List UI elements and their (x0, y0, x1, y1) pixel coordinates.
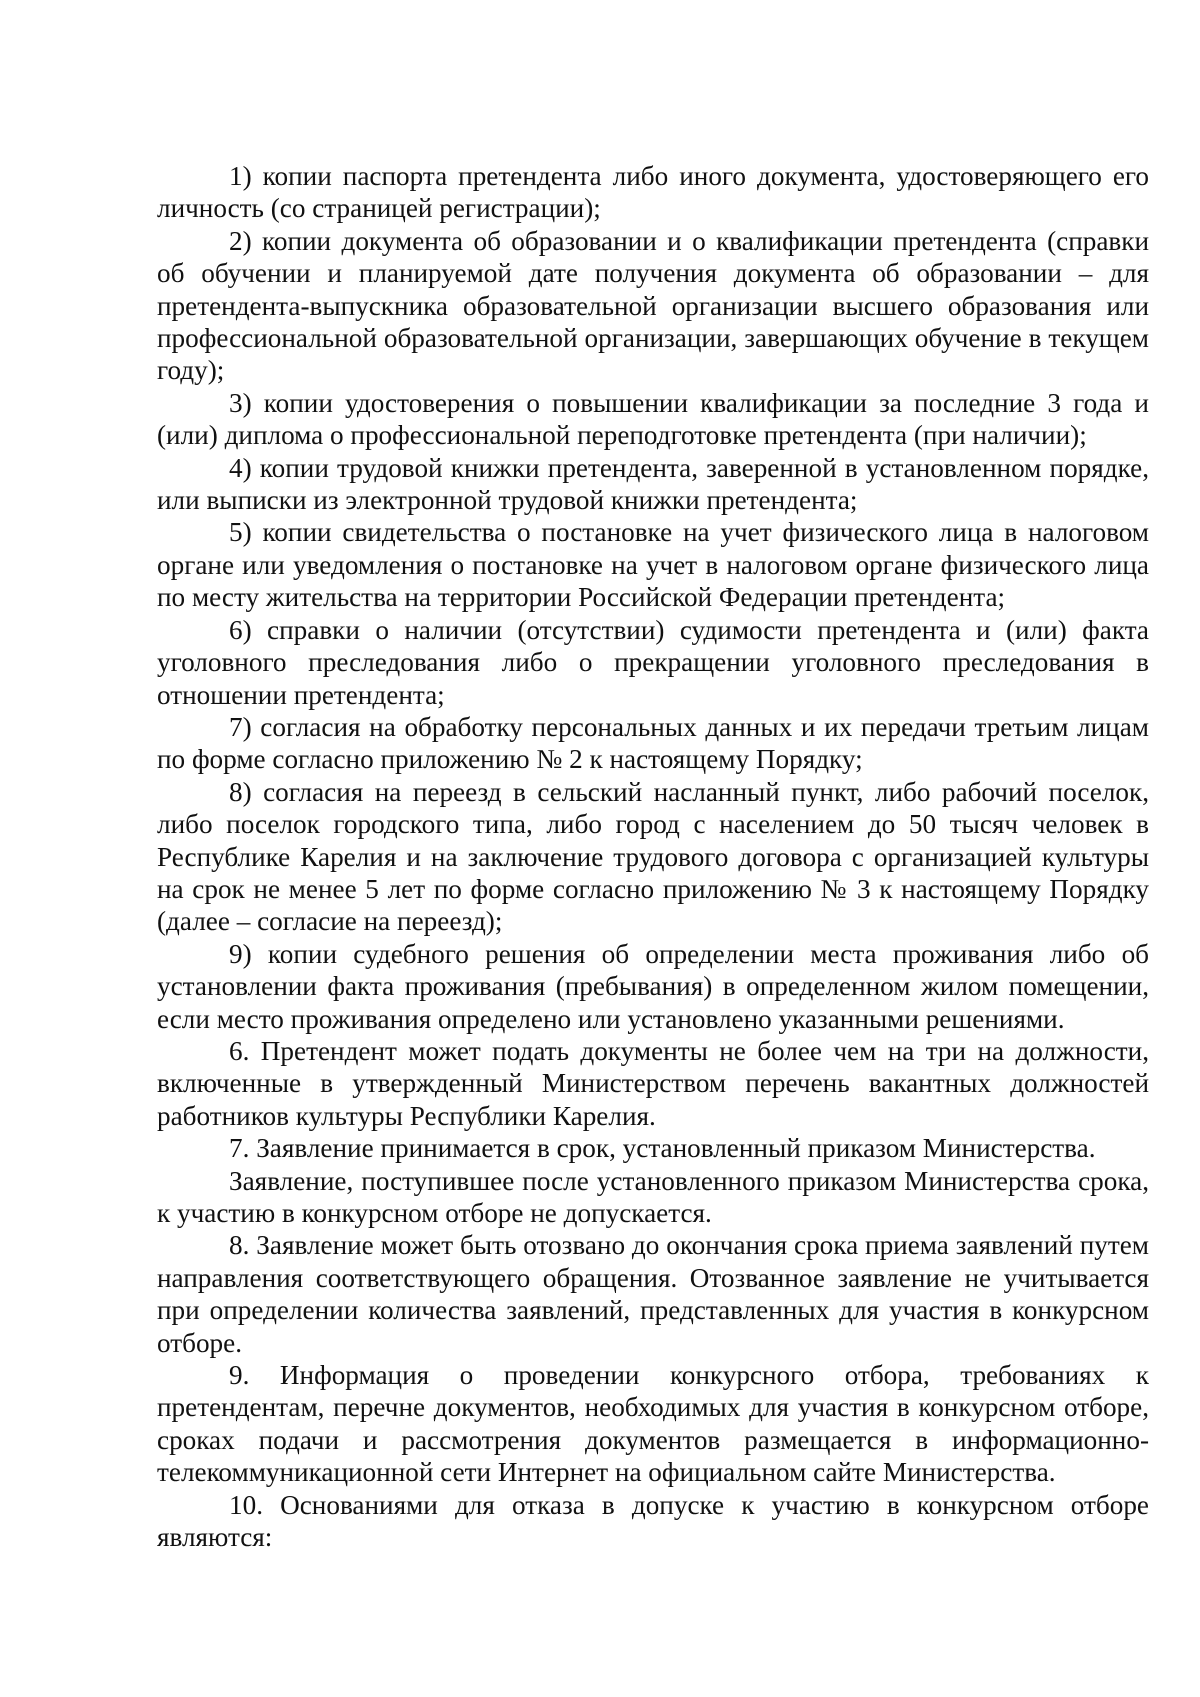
paragraph-item-2-education: 2) копии документа об образовании и о квалификации претендента (справки об обучении и планируемой дате получения документа об образовании – для претендента-выпускника образовательной организации высшего образования или профессиональной образовательной организации, завершающих обучение в текущем году); (157, 225, 1149, 386)
paragraph-item-6-criminal-record: 6) справки о наличии (отсутствии) судимости претендента и (или) факта уголовного преследования либо о прекращении уголовного преследования в отношении претендента; (157, 614, 1149, 710)
paragraph-clause-7: 7. Заявление принимается в срок, установленный приказом Министерства. (229, 1133, 1096, 1164)
paragraph-item-3-qualification: 3) копии удостоверения о повышении квалификации за последние 3 года и (или) диплома о профессиональной переподготовке претендента (при наличии); (157, 387, 1149, 451)
paragraph-item-8-relocation-consent: 8) согласия на переезд в сельский насланный пункт, либо рабочий поселок, либо поселок городского типа, либо город с населением до 50 тысяч человек в Республике Карелия и на заключение трудового договора с организацией культуры на срок не менее 5 лет по форме согласно приложению № 3 к настоящему Порядку (далее – согласие на переезд); (157, 776, 1149, 937)
paragraph-item-9-court-decision: 9) копии судебного решения об определении места проживания либо об установлении факта проживания (пребывания) в определенном жилом помещении, если место проживания определено или установлено указанными решениями. (157, 938, 1149, 1034)
paragraph-clause-10: 10. Основаниями для отказа в допуске к участию в конкурсном отборе являются: (157, 1489, 1149, 1553)
paragraph-item-4-employment-record: 4) копии трудовой книжки претендента, заверенной в установленном порядке, или выписки из электронной трудовой книжки претендента; (157, 452, 1149, 516)
paragraph-clause-9: 9. Информация о проведении конкурсного отбора, требованиях к претендентам, перечне документов, необходимых для участия в конкурсном отборе, сроках подачи и рассмотрения документов размещается в информационно-телекоммуникационной сети Интернет на официальном сайте Министерства. (157, 1360, 1149, 1488)
paragraph-item-1-passport: 1) копии паспорта претендента либо иного документа, удостоверяющего его личность (со страницей регистрации); (157, 161, 1149, 224)
paragraph-clause-7-late-application: Заявление, поступившее после установленного приказом Министерства срока, к участию в конкурсном отборе не допускается. (157, 1165, 1149, 1228)
paragraph-clause-6: 6. Претендент может подать документы не более чем на три на должности, включенные в утвержденный Министерством перечень вакантных должностей работников культуры Республики Карелия. (157, 1035, 1149, 1131)
paragraph-item-5-tax-registration: 5) копии свидетельства о постановке на учет физического лица в налоговом органе или уведомления о постановке на учет в налоговом органе физического лица по месту жительства на территории Российской Федерации претендента; (157, 517, 1149, 613)
document-body (157, 160, 1149, 1553)
paragraph-item-7-data-consent: 7) согласия на обработку персональных данных и их передачи третьим лицам по форме согласно приложению № 2 к настоящему Порядку; (157, 711, 1149, 775)
paragraph-clause-8: 8. Заявление может быть отозвано до окончания срока приема заявлений путем направления соответствующего обращения. Отозванное заявление не учитывается при определении количества заявлений, представленных для участия в конкурсном отборе. (157, 1230, 1149, 1358)
